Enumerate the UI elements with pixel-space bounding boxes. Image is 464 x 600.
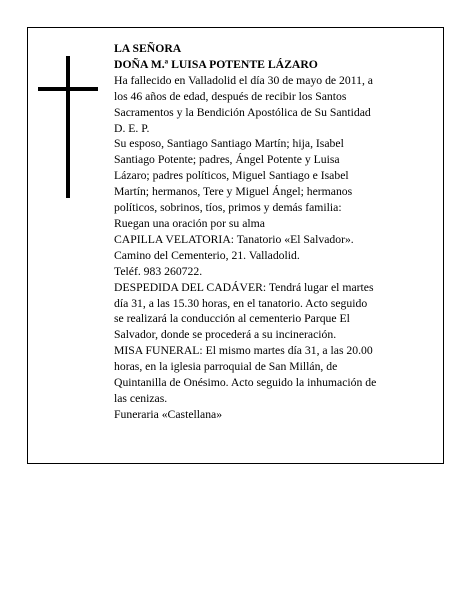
body-line: CAPILLA VELATORIA: Tanatorio «El Salvador».	[114, 232, 354, 246]
body-line: Martín; hermanos, Tere y Miguel Ángel; hermanos	[114, 185, 353, 199]
cross-horizontal-bar	[38, 87, 98, 91]
body-line: Teléf. 983 260722.	[114, 264, 203, 278]
title-line-1: LA SEÑORA	[114, 42, 182, 55]
body-line: DESPEDIDA DEL CADÁVER: Tendrá lugar el martes	[114, 280, 374, 294]
body-line: las cenizas.	[114, 391, 168, 405]
body-line: Camino del Cementerio, 21. Valladolid.	[114, 248, 300, 262]
body-line: Sacramentos y la Bendición Apostólica de Su Santidad	[114, 105, 371, 119]
deceased-name: DOÑA M.ª LUISA POTENTE LÁZARO	[114, 57, 318, 71]
body-line: se realizará la conducción al cementerio Parque El	[114, 312, 350, 326]
body-line: Funeraria «Castellana»	[114, 407, 223, 421]
body-line: Salvador, donde se procederá a su incineración.	[114, 328, 337, 342]
body-line: Lázaro; padres políticos, Miguel Santiago e Isabel	[114, 169, 349, 183]
body-line: horas, en la iglesia parroquial de San Millán, de	[114, 360, 338, 374]
body-line: los 46 años de edad, después de recibir los Santos	[114, 89, 347, 103]
cross-vertical-bar	[66, 56, 70, 198]
obituary-card	[27, 27, 444, 464]
body-line: MISA FUNERAL: El mismo martes día 31, a las 20.00	[114, 344, 373, 358]
body-line: Santiago Potente; padres, Ángel Potente y Luisa	[114, 153, 340, 167]
obituary-text	[114, 41, 436, 423]
body-line: D. E. P.	[114, 121, 150, 135]
body-line: Su esposo, Santiago Santiago Martín; hija, Isabel	[114, 137, 344, 151]
body-line: políticos, sobrinos, tíos, primos y demás familia:	[114, 201, 342, 215]
body-line: Ruegan una oración por su alma	[114, 216, 265, 230]
body-line: Ha fallecido en Valladolid el día 30 de mayo de 2011, a	[114, 73, 373, 87]
body-line: Quintanilla de Onésimo. Acto seguido la inhumación de	[114, 376, 377, 390]
body-line: día 31, a las 15.30 horas, en el tanatorio. Acto seguido	[114, 296, 368, 310]
